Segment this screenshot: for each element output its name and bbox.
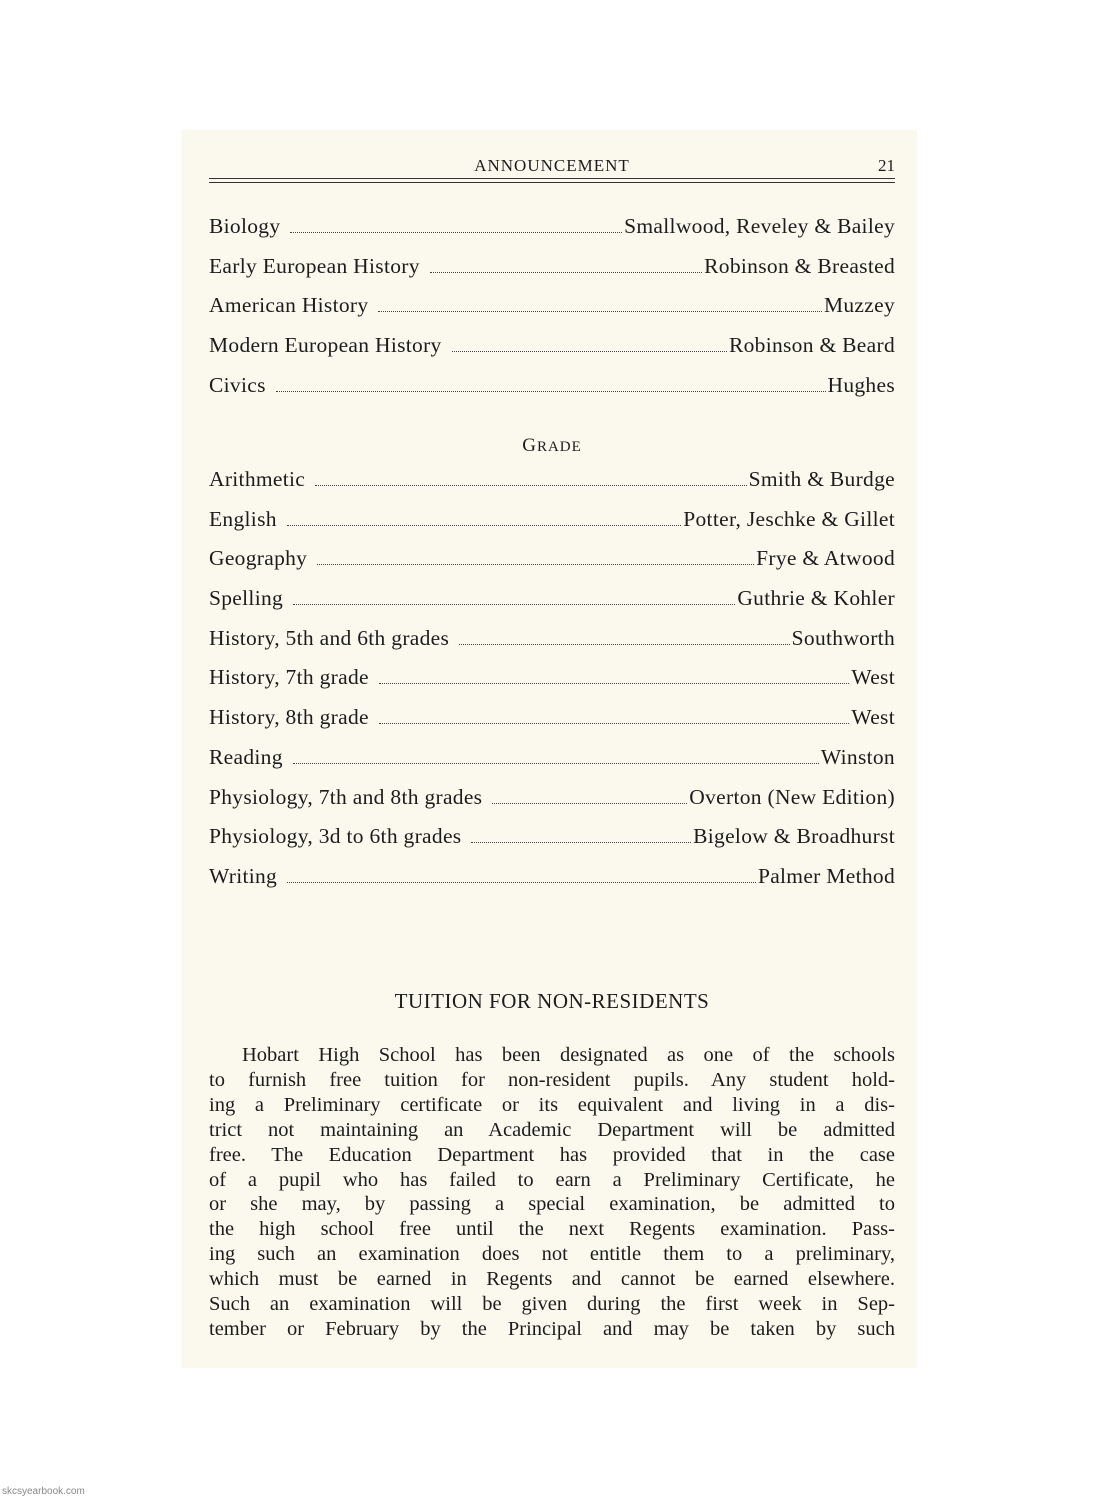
textbook-row (209, 785, 895, 825)
running-header (209, 156, 895, 178)
subject-label: Spelling (209, 586, 284, 611)
textbook-row (209, 214, 895, 254)
dot-leader (492, 802, 687, 804)
author-label: Robinson & Beard (728, 333, 895, 358)
author-label: Frye & Atwood (756, 546, 895, 571)
tuition-heading: TUITION FOR NON-RESIDENTS (394, 989, 710, 1013)
dot-leader (378, 310, 822, 312)
author-label: Hughes (827, 372, 895, 397)
header-rule-thin (209, 182, 895, 183)
textbook-list-upper (209, 214, 895, 412)
textbook-row (209, 507, 895, 547)
subject-label: History, 5th and 6th grades (209, 625, 450, 650)
textbook-row (209, 546, 895, 586)
dot-leader (452, 350, 727, 352)
paragraph-line: free. The Education Department has provided that in the case (209, 1143, 895, 1166)
dot-leader (459, 643, 789, 645)
subject-label: Modern European History (209, 333, 442, 358)
textbook-row (209, 745, 895, 785)
dot-leader (287, 524, 681, 526)
subject-label: English (209, 506, 277, 531)
dot-leader (276, 390, 826, 392)
dot-leader (290, 231, 622, 233)
author-label: Winston (820, 744, 895, 769)
author-label: Smallwood, Reveley & Bailey (624, 214, 895, 238)
textbook-row (209, 373, 895, 413)
author-label: Robinson & Breasted (704, 253, 895, 278)
paragraph-line: to furnish free tuition for non-resident pupils. Any student hold- (209, 1068, 895, 1091)
textbook-row (209, 254, 895, 294)
textbook-row (209, 467, 895, 507)
textbook-row (209, 293, 895, 333)
author-label: Overton (New Edition) (689, 784, 895, 809)
dot-leader (293, 603, 735, 605)
dot-leader (287, 881, 756, 883)
subject-label: Geography (209, 546, 308, 571)
tuition-paragraph (209, 1043, 895, 1342)
dot-leader (471, 841, 691, 843)
grade-heading (209, 435, 895, 457)
textbook-row (209, 626, 895, 666)
site-watermark: skcsyearbook.com (2, 1486, 85, 1497)
header-rule (209, 178, 895, 179)
subject-label: History, 8th grade (209, 705, 369, 730)
subject-label: Physiology, 7th and 8th grades (209, 784, 483, 809)
dot-leader (430, 271, 702, 273)
paragraph-line: which must be earned in Regents and cannot be earned elsewhere. (209, 1268, 895, 1291)
paragraph-line: tember or February by the Principal and may be taken by such (209, 1317, 895, 1340)
textbook-row (209, 586, 895, 626)
subject-label: American History (209, 293, 369, 318)
dot-leader (293, 762, 819, 764)
grade-heading-rest: RADE (536, 439, 582, 455)
author-label: Muzzey (823, 293, 895, 318)
author-label: West (851, 705, 895, 730)
textbook-row (209, 864, 895, 904)
page-number: 21 (878, 156, 895, 175)
subject-label: Physiology, 3d to 6th grades (209, 824, 462, 849)
textbook-row (209, 824, 895, 864)
subject-label: Arithmetic (209, 467, 306, 491)
subject-label: Biology (209, 214, 281, 238)
subject-label: Early European History (209, 253, 420, 278)
author-label: West (851, 665, 895, 690)
textbook-row (209, 665, 895, 705)
author-label: Guthrie & Kohler (737, 586, 895, 611)
paragraph-line: trict not maintaining an Academic Department will be admitted (209, 1118, 895, 1141)
author-label: Palmer Method (757, 863, 895, 888)
author-label: Smith & Burdge (748, 467, 895, 491)
subject-label: History, 7th grade (209, 665, 369, 690)
header-title: ANNOUNCEMENT (474, 156, 630, 175)
paragraph-line: or she may, by passing a special examination, be admitted to (209, 1193, 895, 1216)
grade-heading-initial: G (522, 435, 537, 456)
subject-label: Reading (209, 744, 283, 769)
textbook-row (209, 333, 895, 373)
paragraph-line: Hobart High School has been designated as one of the schools (242, 1044, 895, 1066)
paragraph-line: ing a Preliminary certificate or its equivalent and living in a dis- (209, 1093, 895, 1116)
textbook-list-grade (209, 467, 895, 904)
paragraph-line: ing such an examination does not entitle them to a preliminary, (209, 1243, 895, 1266)
subject-label: Writing (209, 863, 278, 888)
paragraph-line: of a pupil who has failed to earn a Preliminary Certificate, he (209, 1168, 895, 1191)
author-label: Potter, Jeschke & Gillet (683, 506, 895, 531)
dot-leader (317, 563, 754, 565)
dot-leader (379, 722, 849, 724)
paragraph-line: Such an examination will be given during the first week in Sep- (209, 1293, 895, 1316)
dot-leader (379, 682, 849, 684)
author-label: Southworth (791, 625, 895, 650)
dot-leader (315, 484, 747, 486)
textbook-row (209, 705, 895, 745)
author-label: Bigelow & Broadhurst (693, 824, 895, 849)
paragraph-line: the high school free until the next Regents examination. Pass- (209, 1218, 895, 1241)
subject-label: Civics (209, 372, 266, 397)
